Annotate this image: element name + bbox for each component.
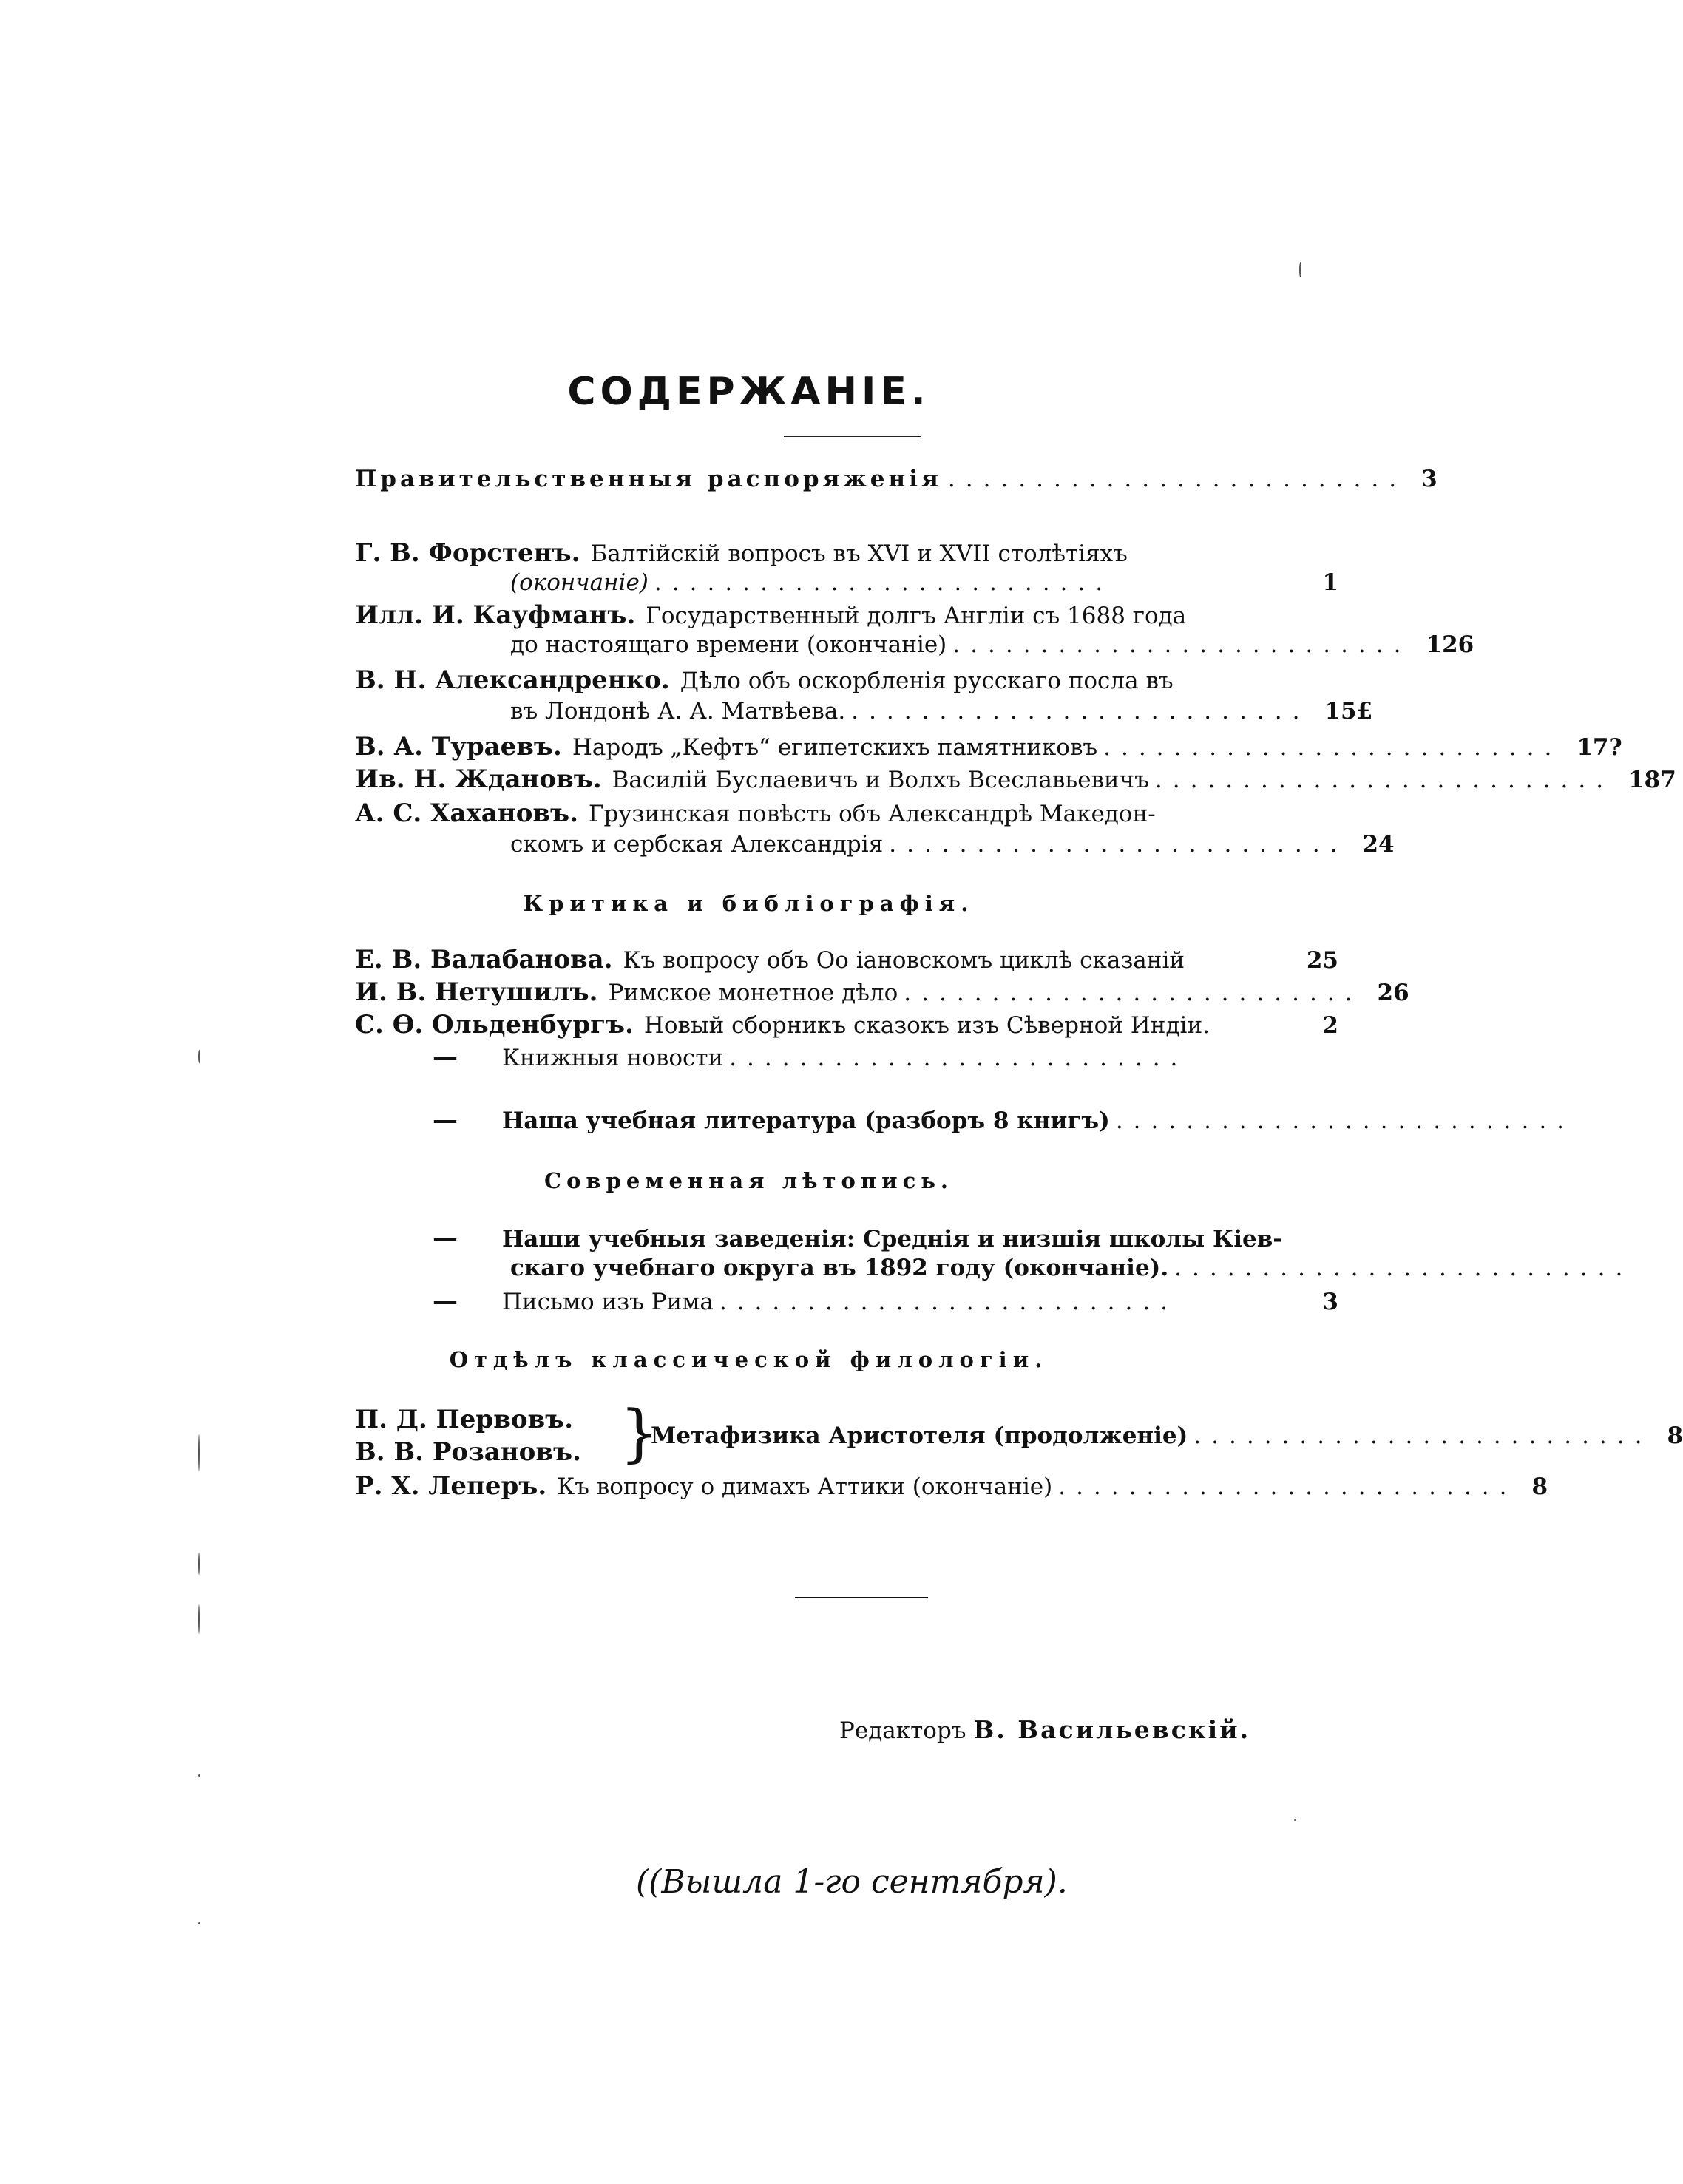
dot-leader: ..........................	[1115, 1108, 1575, 1134]
entry-title-cont: скомъ и сербская Александрія	[510, 831, 884, 858]
toc-entry-cont	[510, 698, 1373, 725]
toc-entry	[355, 798, 1338, 828]
entry-title: Государственный долгъ Англіи съ 1688 года	[646, 603, 1187, 629]
author: Е. В. Валабанова.	[355, 945, 613, 974]
author: И. В. Нетушилъ.	[355, 977, 598, 1007]
editor-line	[839, 1715, 1250, 1744]
scan-mark	[198, 1922, 200, 1924]
entry-title: Василій Буслаевичъ и Волхъ Всеславьевичъ	[612, 767, 1149, 793]
author: Илл. И. Кауфманъ.	[355, 600, 636, 630]
author: В. Н. Александренко.	[355, 665, 670, 695]
toc-entry-cont	[510, 569, 1338, 596]
scan-mark	[198, 1434, 200, 1471]
editor-label: Редакторъ	[839, 1717, 966, 1744]
entry-title: Метафизика Аристотеля (продолженіе)	[651, 1422, 1188, 1449]
page-number: 3	[1322, 1289, 1338, 1315]
entry-title: Книжныя новости	[502, 1045, 724, 1071]
scan-mark	[1299, 262, 1301, 277]
author: С. Ѳ. Ольденбургъ.	[355, 1010, 634, 1040]
entry-title: Къ вопросу о димахъ Аттики (окончаніе)	[557, 1473, 1053, 1500]
author: В. В. Розановъ.	[355, 1437, 581, 1467]
author-dash: —	[433, 1224, 458, 1253]
author: Ив. Н. Ждановъ.	[355, 764, 602, 794]
dot-leader: ..........................	[1154, 767, 1614, 793]
page-number: 1	[1322, 569, 1338, 596]
toc-entry	[355, 977, 1409, 1007]
author: В. А. Тураевъ.	[355, 732, 562, 762]
entry-title-cont: въ Лондонѣ А. А. Матвѣева.	[510, 698, 846, 725]
page-number: 26	[1377, 980, 1409, 1006]
gov-row	[355, 466, 1438, 492]
scan-mark	[198, 1553, 200, 1575]
scan-mark	[198, 1774, 200, 1777]
entry-title: Балтійскій вопросъ въ XVI и XVII столѣтіяхъ	[590, 540, 1128, 567]
page-number: 17?	[1577, 734, 1622, 761]
entry-title-cont: до настоящаго времени (окончаніе)	[510, 631, 947, 658]
toc-entry-cont	[510, 831, 1395, 858]
dot-leader: ..........................	[654, 569, 1114, 596]
dot-leader: ..........................	[952, 631, 1412, 658]
toc-entry-cont	[510, 631, 1474, 658]
entry-title: Письмо изъ Рима	[502, 1289, 714, 1315]
toc-entry	[651, 1422, 1683, 1449]
dot-leader: ..........................	[1103, 734, 1562, 761]
entry-title: Дѣло объ оскорбленія русскаго посла въ	[680, 668, 1174, 694]
toc-entry	[355, 665, 1338, 695]
entry-title: Наша учебная литература (разборъ 8 книгъ)	[502, 1108, 1110, 1134]
scan-mark	[198, 1050, 200, 1063]
page-number: 25	[1306, 947, 1338, 974]
page-number: 2	[1322, 1012, 1338, 1039]
page-number: 8	[1667, 1422, 1683, 1449]
entry-title-cont: (окончаніе)	[510, 569, 649, 596]
author: А. С. Хахановъ.	[355, 798, 578, 828]
dot-leader: ..........................	[904, 980, 1363, 1006]
author: Г. В. Форстенъ.	[355, 538, 580, 568]
brace: }	[620, 1397, 660, 1469]
toc-entry-cont	[510, 1255, 1633, 1281]
scan-mark	[198, 1604, 200, 1634]
handwritten-note: ((Вышла 1-го сентября).	[636, 1863, 1068, 1901]
page-number: 3	[1421, 466, 1438, 492]
entry-title-cont: скаго учебнаго округа въ 1892 году (окончаніе).	[510, 1255, 1169, 1281]
page-title: СОДЕРЖАНІЕ.	[567, 370, 930, 414]
section-heading-classics: Отдѣлъ классической филологіи.	[449, 1347, 1049, 1372]
author: Р. Х. Лeперъ.	[355, 1471, 547, 1501]
dot-leader: ..........................	[947, 466, 1407, 492]
gov-label: Правительственныя распоряженія	[355, 466, 942, 492]
toc-entry	[355, 764, 1676, 794]
title-rule	[784, 436, 921, 438]
section-heading-critique: Критика и библіографія.	[523, 891, 975, 916]
toc-entry	[355, 600, 1338, 630]
author-dash: —	[433, 1105, 458, 1135]
author: П. Д. Первовъ.	[355, 1405, 574, 1434]
entry-title: Новый сборникъ сказокъ изъ Сѣверной Индіи.	[643, 1012, 1210, 1039]
toc-entry	[433, 1224, 1338, 1253]
toc-entry	[355, 1010, 1338, 1040]
dot-leader: ..........................	[851, 698, 1310, 725]
entry-title: Къ вопросу объ Оо іановскомъ циклѣ сказаній	[623, 947, 1185, 974]
toc-entry	[355, 1471, 1548, 1501]
dot-leader: ..........................	[719, 1289, 1179, 1315]
author-dash: —	[433, 1042, 458, 1072]
toc-entry	[433, 1286, 1338, 1316]
dot-leader: ..........................	[1174, 1255, 1633, 1281]
scan-mark	[1294, 1819, 1296, 1821]
toc-entry	[355, 945, 1338, 974]
toc-entry	[433, 1105, 1575, 1135]
page-number: 24	[1362, 831, 1395, 858]
editor-name: В. Васильевскій.	[973, 1715, 1251, 1744]
entry-title: Народъ „Кефтъ“ египетскихъ памятниковъ	[572, 734, 1098, 761]
dot-leader: ..........................	[729, 1045, 1188, 1071]
end-rule	[795, 1597, 928, 1598]
dot-leader: ..........................	[1193, 1422, 1653, 1449]
toc-entry	[355, 538, 1338, 568]
entry-title: Римское монетное дѣло	[608, 980, 898, 1006]
dot-leader: ..........................	[1058, 1473, 1517, 1500]
section-heading-chronicle: Современная лѣтопись.	[543, 1168, 954, 1193]
entry-title: Грузинская повѣсть объ Александрѣ Македон-	[588, 801, 1156, 827]
page-number: 187	[1628, 767, 1676, 793]
page-number: 8	[1531, 1473, 1548, 1500]
toc-entry	[355, 732, 1622, 762]
author-dash: —	[433, 1286, 458, 1316]
toc-entry	[433, 1042, 1338, 1072]
entry-title: Наши учебныя заведенія: Среднія и низшія школы Кіев-	[502, 1226, 1283, 1252]
page-number: 126	[1426, 631, 1474, 658]
page-number: 15£	[1324, 698, 1373, 725]
dot-leader: ..........................	[889, 831, 1348, 858]
